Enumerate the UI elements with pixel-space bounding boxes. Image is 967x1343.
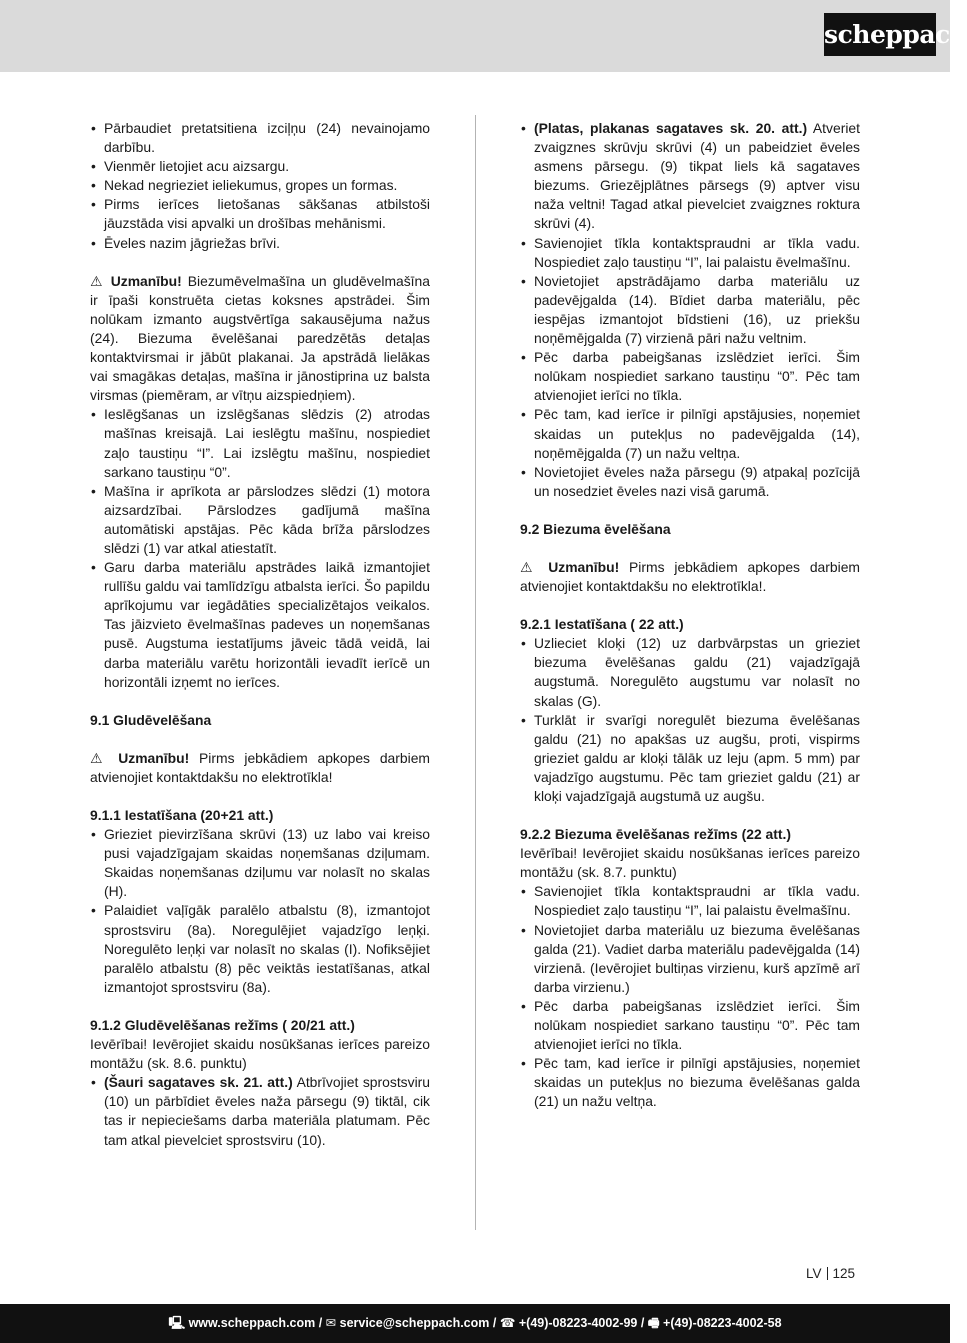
column-divider (475, 115, 476, 1230)
right-column (520, 119, 860, 1112)
list-item: • Nekad negrieziet ieliekumus, gropes un formas. (90, 176, 430, 195)
list-item: • (Šauri sagataves sk. 21. att.) Atbrīvojiet sprostsviru (10) un pārbīdiet ēveles naža pārsegu (9) tiktāl, cik tas ir nepieciešams darba materiāla platumam. Pēc tam atkal pievelciet sprostsviru (10). (90, 1073, 430, 1149)
header-band (0, 0, 950, 72)
list-item: • Ēveles nazim jāgriežas brīvi. (90, 234, 430, 253)
page-number-value: 125 (832, 1266, 856, 1281)
page-language: LV (806, 1266, 822, 1281)
footer-phone: ☎ +(49)-08223-4002-99 / (499, 1316, 645, 1330)
page-number (806, 1266, 855, 1281)
footer-website-link[interactable]: 🖳 www.scheppach.com / (168, 1316, 323, 1330)
list-item: • Mašīna ir aprīkota ar pārslodzes slēdzi (1) motora aizsardzībai. Pārslodzes gadījumā mašīna automātiski apstājas. Pēc kāda brīža pārslodzes slēdzi (1) var atkal atiestatīt. (90, 482, 430, 558)
footer-email-link[interactable]: ✉ service@scheppach.com / (325, 1316, 497, 1330)
list-item: • Grieziet pievirzīšana skrūvi (13) uz labo vai kreiso pusi vajadzīgajam skaidas noņemšanas dziļumam. Skaidas noņemšanas dziļumu var nolasīt no skalas (H). (90, 825, 430, 901)
list-item: • Pirms ierīces lietošanas sākšanas atbilstoši jāuzstāda visi apvalki un drošības mehānismi. (90, 195, 430, 233)
section-note: Ievērībai! Ievērojiet skaidu nosūkšanas ierīces pareizo montāžu (sk. 8.6. punktu) (90, 1036, 430, 1072)
left-column (90, 119, 430, 1150)
operation-bullet-list (90, 405, 430, 691)
caution-text: Biezumēvelmašīna un gludēvelmašīna ir īpaši konstruēta cietas koksnes apstrādei. Šim nolūkam izmanto augstvērtīga sakausējuma nažus (24). Biezuma ēvelēšanai paredzētās detaļas kontaktvirsmai ir jābūt plakanai. Ja apstrādā lielākas vai smagākas detaļas, mašīna ir jānostiprina uz balsta virsmas (piemēram, ar vītņu aizspiedņiem). (90, 272, 430, 404)
list-item: • (Platas, plakanas sagataves sk. 20. att.) Atveriet zvaigznes skrūvju skrūvi (4) un pabeidziet ēveles asmens pārsegu. (9) tikpat liels kā sagataves biezums. Griezējplātnes pārsegs (9) aptver visu naža veltni! Tagad atkal pievelciet zvaigznes roktura skrūvi (4). (520, 119, 860, 234)
list-item: • Pēc darba pabeigšanas izslēdziet ierīci. Šim nolūkam nospiediet sarkano taustiņu “0”. Pēc tam atvienojiet ierīci no tīkla. (520, 997, 860, 1054)
list-item: • Savienojiet tīkla kontaktspraudni ar tīkla vadu. Nospiediet zaļo taustiņu “I”, lai palaistu ēvelmašīnu. (520, 234, 860, 272)
caution-label: ⚠ Uzmanību! (90, 749, 190, 766)
thickness-settings-bullet-list (520, 634, 860, 806)
footer-fax: 🖷 +(49)-08223-4002-58 (647, 1316, 782, 1330)
caution-paragraph (90, 272, 430, 406)
planing-bullet-list (520, 119, 860, 501)
list-item: • Novietojiet apstrādājamo darba materiālu uz padevējgalda (14). Bīdiet darba materiālu, pēc iespējas izmantojot bīdstieni (16), uz priekšu noņēmējgalda (7) virzienā pāri nažu veltnim. (520, 272, 860, 348)
list-item: • Palaidiet vaļīgāk paralēlo atbalstu (8), izmantojot sprostsviru (8a). Noregulējiet vajadzīgo leņķi. Noregulēto leņķi var nolasīt no skalas (I). Nofiksējiet paralēlo atbalstu (8) pēc veiktās iestatīšanas, atkal izmantojot sprostsviru (8a). (90, 901, 430, 996)
caution-paragraph (520, 558, 860, 596)
caution-paragraph (90, 749, 430, 787)
caution-text: Pirms jebkādiem apkopes darbiem atvienojiet kontaktdakšu no elektrotīkla!. (520, 558, 861, 595)
list-item: • Pēc tam, kad ierīce ir pilnīgi apstājusies, noņemiet skaidas un putekļus no biezuma ēvelēšanas galda (21) un nažu veltņa. (520, 1054, 860, 1111)
thickness-mode-bullet-list (520, 882, 860, 1111)
footer-contact-bar (0, 1304, 950, 1343)
list-item: • Garu darba materiālu apstrādes laikā izmantojiet rullīšu galdu vai tamlīdzīgu atbalsta ierīci. Šo papildu aprīkojumu var iegādāties specializētajos veikalos. Tas jāizvieto ēvelmašīnas padeves un noņemšanas pusē. Augstuma iestatījums jāveic tādā veidā, lai darba materiālu varētu horizontāli ievadīt ierīcē un horizontāli izņemt no ierīces. (90, 558, 430, 692)
section-heading-9-1-2: 9.1.2 Gludēvelēšanas režīms ( 20/21 att.) (90, 1016, 355, 1033)
list-item: • Turklāt ir svarīgi noregulēt biezuma ēvelēšanas galdu (21) no apakšas uz augšu, proti, vispirms grieziet galdu ar kloķi tālāk uz leju (apm. 5 mm) par vajadzīgo augstumu. Pēc tam grieziet galdu (21) ar kloķi vajadzīgajā augstumā uz augšu. (520, 711, 860, 806)
caution-label: ⚠ Uzmanību! (520, 558, 620, 575)
list-item: • Novietojiet darba materiālu uz biezuma ēvelēšanas galda (21). Vadiet darba materiālu padevējgalda (14) virzienā. (Ievērojiet bultiņas virzienu, kurš apzīmē arī darba virzienu.) (520, 921, 860, 997)
section-heading-9-2-1: 9.2.1 Iestatīšana ( 22 att.) (520, 616, 684, 633)
list-item: • Savienojiet tīkla kontaktspraudni ar tīkla vadu. Nospiediet zaļo taustiņu “I”, lai palaistu ēvelmašīnu. (520, 882, 860, 920)
section-note: Ievērībai! Ievērojiet skaidu nosūkšanas ierīces pareizo montāžu (sk. 8.7. punktu) (520, 845, 860, 881)
mode-bullet-list (90, 1073, 430, 1149)
section-heading-9-2: 9.2 Biezuma ēvelēšana (520, 520, 671, 537)
section-heading-9-1-1: 9.1.1 Iestatīšana (20+21 att.) (90, 807, 274, 823)
caution-text: Pirms jebkādiem apkopes darbiem atvienojiet kontaktdakšu no elektrotīkla! (90, 749, 431, 785)
list-item: • Novietojiet ēveles naža pārsegu (9) atpakaļ pozīcijā un nosedziet ēveles nazi visā garumā. (520, 463, 860, 501)
caution-label: ⚠ Uzmanību! (90, 272, 182, 289)
list-item: • Vienmēr lietojiet acu aizsargu. (90, 157, 430, 176)
section-heading-9-2-2: 9.2.2 Biezuma ēvelēšanas režīms (22 att.) (520, 826, 792, 843)
intro-bullet-list (90, 119, 430, 253)
settings-bullet-list (90, 825, 430, 997)
section-heading-9-1: 9.1 Gludēvelēšana (90, 711, 212, 728)
list-item: • Ieslēgšanas un izslēgšanas slēdzis (2) atrodas mašīnas kreisajā. Lai ieslēgtu mašīnu, nospiediet zaļo taustiņu “I”. Lai izslēgtu mašīnu, nospiediet sarkano taustiņu “0”. (90, 405, 430, 481)
list-item: • Pēc tam, kad ierīce ir pilnīgi apstājusies, noņemiet skaidas un putekļus no padevējgalda (14), noņēmējgalda (7) un nažu veltņa. (520, 405, 860, 462)
brand-logo: scheppach (824, 13, 936, 56)
list-item: • Pēc darba pabeigšanas izslēdziet ierīci. Šim nolūkam nospiediet sarkano taustiņu “0”. Pēc tam atvienojiet ierīci no tīkla. (520, 348, 860, 405)
list-item: • Uzlieciet kloķi (12) uz darbvārpstas un grieziet biezuma ēvelēšanas galdu (21) vajadzīgajā augstumā. Noregulēto augstumu var nolasīt no skalas (G). (520, 634, 860, 710)
list-item: • Pārbaudiet pretatsitiena izciļņu (24) nevainojamo darbību. (90, 119, 430, 157)
